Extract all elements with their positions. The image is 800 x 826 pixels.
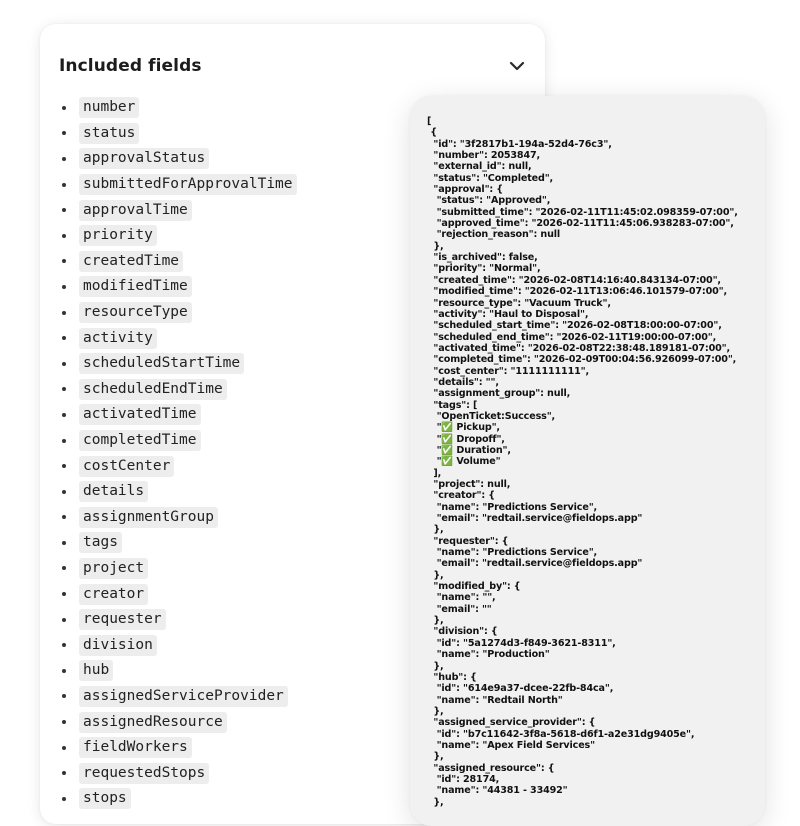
field-name: costCenter: [79, 456, 174, 477]
bullet-icon: [62, 669, 66, 673]
field-name: modifiedTime: [79, 276, 192, 297]
field-name: stops: [79, 788, 131, 809]
field-name: scheduledStartTime: [79, 353, 244, 374]
field-name: requestedStops: [79, 763, 209, 784]
field-name: status: [79, 123, 139, 144]
field-list-item: [62, 709, 297, 735]
bullet-icon: [62, 490, 66, 494]
field-list-item: [62, 351, 297, 377]
field-name: approvalStatus: [79, 148, 209, 169]
bullet-icon: [62, 208, 66, 212]
field-list-item: [62, 581, 297, 607]
field-name: details: [79, 481, 148, 502]
field-list-item: [62, 658, 297, 684]
field-list-item: [62, 530, 297, 556]
field-name: assignmentGroup: [79, 507, 218, 528]
bullet-icon: [62, 234, 66, 238]
field-name: assignedResource: [79, 712, 227, 733]
field-list-item: [62, 325, 297, 351]
bullet-icon: [62, 643, 66, 647]
bullet-icon: [62, 336, 66, 340]
field-list-item: [62, 505, 297, 531]
bullet-icon: [62, 797, 66, 801]
field-name: assignedServiceProvider: [79, 686, 288, 707]
bullet-icon: [62, 157, 66, 161]
included-fields-title: Included fields: [59, 56, 202, 76]
bullet-icon: [62, 566, 66, 570]
bullet-icon: [62, 387, 66, 391]
field-name: hub: [79, 660, 113, 681]
bullet-icon: [62, 259, 66, 263]
bullet-icon: [62, 746, 66, 750]
bullet-icon: [62, 771, 66, 775]
field-name: activatedTime: [79, 404, 201, 425]
field-list-item: [62, 760, 297, 786]
bullet-icon: [62, 285, 66, 289]
included-fields-list: [62, 95, 297, 812]
field-list-item: [62, 684, 297, 710]
bullet-icon: [62, 618, 66, 622]
field-list-item: [62, 402, 297, 428]
field-list-item: [62, 223, 297, 249]
bullet-icon: [62, 131, 66, 135]
bullet-icon: [62, 439, 66, 443]
field-name: completedTime: [79, 430, 201, 451]
field-list-item: [62, 300, 297, 326]
bullet-icon: [62, 183, 66, 187]
bullet-icon: [62, 694, 66, 698]
field-list-item: [62, 121, 297, 147]
bullet-icon: [62, 541, 66, 545]
chevron-down-icon[interactable]: [507, 56, 527, 76]
field-list-item: [62, 274, 297, 300]
field-name: tags: [79, 532, 122, 553]
field-list-item: [62, 632, 297, 658]
field-name: project: [79, 558, 148, 579]
field-name: scheduledEndTime: [79, 379, 227, 400]
bullet-icon: [62, 362, 66, 366]
field-list-item: [62, 735, 297, 761]
field-name: activity: [79, 328, 157, 349]
included-fields-header[interactable]: [59, 52, 527, 80]
field-list-item: [62, 607, 297, 633]
field-list-item: [62, 556, 297, 582]
field-list-item: [62, 249, 297, 275]
bullet-icon: [62, 413, 66, 417]
bullet-icon: [62, 720, 66, 724]
field-list-item: [62, 479, 297, 505]
field-list-item: [62, 172, 297, 198]
bullet-icon: [62, 464, 66, 468]
field-list-item: [62, 428, 297, 454]
field-list-item: [62, 95, 297, 121]
field-name: number: [79, 97, 139, 118]
field-name: division: [79, 635, 157, 656]
json-preview-code: [ { "id": "3f2817b1-194a-52d4-76c3", "number": 2053847, "external_id": null, "status": "Completed", "approval": { "status": "Approved", "submitted_time": "2026-02-11T11:45:02.098359-07:00", "approved_time": "2026-02-11T11:45:06.938283-07:00", "rejection_reason": null }, "is_archived": false, "priority": "Normal", "created_time": "2026-02-08T14:16:40.843134-07:00", "modified_time": "2026-02-11T13:06:46.101579-07:00", "resource_type": "Vacuum Truck", "activity": "Haul to Disposal", "scheduled_start_time": "2026-02-08T18:00:00-07:00", "scheduled_end_time": "2026-02-11T19:00:00-07:00", "activated_time": "2026-02-08T22:38:48.189181-07:00", "completed_time": "2026-02-09T00:04:56.926099-07:00", "cost_center": "1111111111", "details": "", "assignment_group": null, "tags": [ "OpenTicket:Success", "✅ Pickup", "✅ Dropoff", "✅ Duration", "✅ Volume" ], "project": null, "creator": { "name": "Predictions Service", "email": "redtail.service@fieldops.app" }, "requester": { "name": "Predictions Service", "email": "redtail.service@fieldops.app" }, "modified_by": { "name": "", "email": "" }, "division": { "id": "5a1274d3-f849-3621-8311", "name": "Production" }, "hub": { "id": "614e9a37-dcee-22fb-84ca", "name": "Redtail North" }, "assigned_service_provider": { "id": "b7c11642-3f8a-5618-d6f1-a2e31dg9405e", "name": "Apex Field Services" }, "assigned_resource": { "id": 28174, "name": "44381 - 33492" },: [427, 116, 738, 808]
field-name: creator: [79, 584, 148, 605]
field-list-item: [62, 197, 297, 223]
field-list-item: [62, 786, 297, 812]
json-preview-card: [410, 96, 765, 826]
field-list-item: [62, 377, 297, 403]
bullet-icon: [62, 515, 66, 519]
field-name: fieldWorkers: [79, 737, 192, 758]
field-name: requester: [79, 609, 166, 630]
field-name: submittedForApprovalTime: [79, 174, 297, 195]
field-name: priority: [79, 225, 157, 246]
bullet-icon: [62, 106, 66, 110]
bullet-icon: [62, 592, 66, 596]
field-name: createdTime: [79, 251, 183, 272]
field-list-item: [62, 453, 297, 479]
field-list-item: [62, 146, 297, 172]
bullet-icon: [62, 311, 66, 315]
field-name: approvalTime: [79, 200, 192, 221]
field-name: resourceType: [79, 302, 192, 323]
